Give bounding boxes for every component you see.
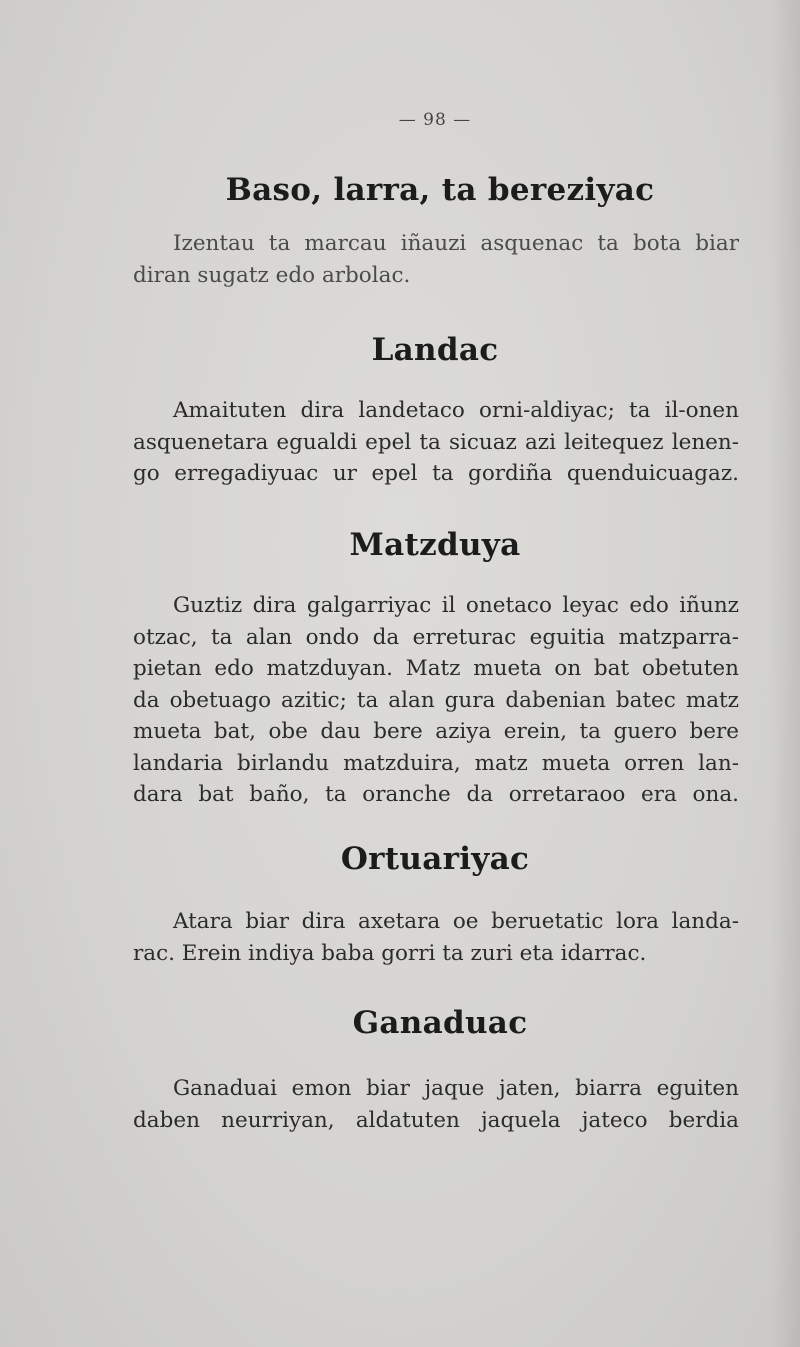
section-title-matzduya: Matzduya xyxy=(349,527,521,563)
text-line: Amaituten dira landetaco orni-aldiyac; ta il-onen xyxy=(173,398,739,423)
text-line: landaria birlandu matzduira, matz mueta orren lan- xyxy=(133,750,739,776)
section-title-baso: Baso, larra, ta bereziyac xyxy=(225,172,655,208)
text-line: Ganaduai emon biar jaque jaten, biarra eguiten xyxy=(173,1076,739,1101)
text-line: dara bat baño, ta oranche da orretaraoo era ona. xyxy=(133,782,739,807)
section-title-ganaduac: Ganaduac xyxy=(352,1005,528,1041)
page-number: — 98 — xyxy=(398,110,472,130)
text-line: daben neurriyan, aldatuten jaquela jateco berdia xyxy=(133,1107,739,1133)
text-line: asquenetara egualdi epel ta sicuaz azi leitequez lenen- xyxy=(133,429,739,455)
text-line: otzac, ta alan ondo da erreturac eguitia matzparra- xyxy=(133,624,739,650)
text-line: Atara biar dira axetara oe beruetatic lora landa- xyxy=(173,909,739,934)
section-title-ortuariyac: Ortuariyac xyxy=(340,841,530,877)
text-line: Izentau ta marcau iñauzi asquenac ta bota biar xyxy=(173,231,739,256)
text-line: da obetuago azitic; ta alan gura dabenian batec matz xyxy=(133,687,739,713)
text-line: rac. Erein indiya baba gorri ta zuri eta idarrac. xyxy=(133,940,647,966)
section-body-baso xyxy=(133,228,739,291)
text-line: go erregadiyuac ur epel ta gordiña quenduicuagaz. xyxy=(133,461,739,486)
text-line: pietan edo matzduyan. Matz mueta on bat obetuten xyxy=(133,656,739,681)
section-body-matzduya xyxy=(133,590,739,811)
section-body-ortuariyac xyxy=(133,906,739,969)
section-title-landac: Landac xyxy=(371,332,499,368)
section-body-ganaduac xyxy=(133,1073,739,1136)
section-body-landac xyxy=(133,395,739,490)
text-line: diran sugatz edo arbolac. xyxy=(133,262,411,288)
page-edge-shadow xyxy=(770,0,800,1347)
text-line: Guztiz dira galgarriyac il onetaco leyac edo iñunz xyxy=(173,593,739,618)
text-line: mueta bat, obe dau bere aziya erein, ta guero bere xyxy=(133,719,739,744)
